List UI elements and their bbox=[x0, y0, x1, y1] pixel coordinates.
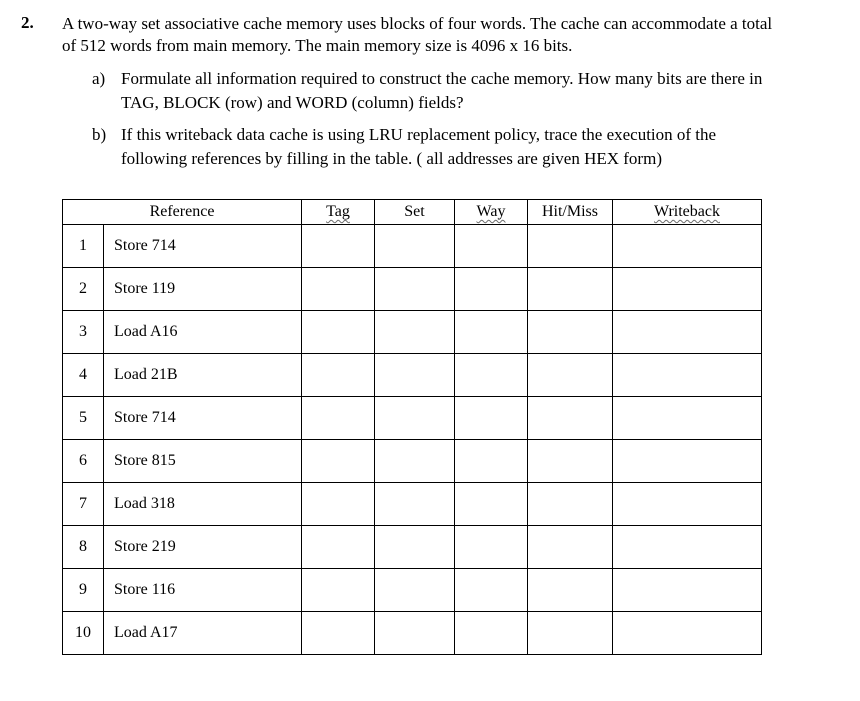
row-reference-text: Store 714 bbox=[114, 237, 176, 254]
header-writeback-label: Writeback bbox=[654, 203, 720, 220]
row-reference-text: Store 119 bbox=[114, 280, 176, 297]
row-reference bbox=[104, 397, 302, 440]
part-b-text bbox=[121, 123, 821, 171]
cell-way[interactable] bbox=[455, 612, 528, 655]
table-row bbox=[63, 526, 762, 569]
row-reference-text: Load 21B bbox=[114, 366, 178, 383]
row-reference bbox=[104, 612, 302, 655]
header-way bbox=[455, 200, 528, 225]
reference-trace-table bbox=[62, 199, 762, 655]
row-reference bbox=[104, 440, 302, 483]
cell-way[interactable] bbox=[455, 354, 528, 397]
table-row bbox=[63, 268, 762, 311]
cell-set[interactable] bbox=[375, 526, 455, 569]
row-reference-text: Store 714 bbox=[114, 409, 176, 426]
cell-hit-miss[interactable] bbox=[528, 483, 613, 526]
part-a bbox=[92, 67, 852, 117]
cell-hit-miss[interactable] bbox=[528, 526, 613, 569]
header-reference: Reference bbox=[63, 200, 302, 225]
row-index: 2 bbox=[63, 268, 104, 311]
cell-set[interactable] bbox=[375, 268, 455, 311]
row-reference bbox=[104, 225, 302, 268]
table-row bbox=[63, 397, 762, 440]
cell-hit-miss[interactable] bbox=[528, 225, 613, 268]
cell-tag[interactable] bbox=[302, 612, 375, 655]
row-index: 10 bbox=[63, 612, 104, 655]
cell-tag[interactable] bbox=[302, 483, 375, 526]
row-index: 8 bbox=[63, 526, 104, 569]
header-set: Set bbox=[375, 200, 455, 225]
cell-hit-miss[interactable] bbox=[528, 397, 613, 440]
cell-writeback[interactable] bbox=[613, 440, 762, 483]
row-index: 5 bbox=[63, 397, 104, 440]
table-header-row bbox=[63, 200, 762, 225]
cell-hit-miss[interactable] bbox=[528, 354, 613, 397]
cell-writeback[interactable] bbox=[613, 354, 762, 397]
row-index: 3 bbox=[63, 311, 104, 354]
row-reference bbox=[104, 354, 302, 397]
row-reference-text: Store 219 bbox=[114, 538, 176, 555]
header-writeback bbox=[613, 200, 762, 225]
header-tag-label: Tag bbox=[326, 203, 350, 220]
cell-hit-miss[interactable] bbox=[528, 311, 613, 354]
cell-way[interactable] bbox=[455, 526, 528, 569]
cell-set[interactable] bbox=[375, 225, 455, 268]
table-row bbox=[63, 225, 762, 268]
cell-way[interactable] bbox=[455, 397, 528, 440]
part-b-line-2: following references by filling in the table. ( all addresses are given HEX form) bbox=[121, 149, 662, 168]
cell-tag[interactable] bbox=[302, 569, 375, 612]
cell-way[interactable] bbox=[455, 483, 528, 526]
part-b bbox=[92, 123, 852, 173]
question-intro bbox=[62, 13, 852, 57]
cell-writeback[interactable] bbox=[613, 483, 762, 526]
cell-writeback[interactable] bbox=[613, 311, 762, 354]
cell-way[interactable] bbox=[455, 569, 528, 612]
cell-tag[interactable] bbox=[302, 440, 375, 483]
cell-hit-miss[interactable] bbox=[528, 612, 613, 655]
cell-set[interactable] bbox=[375, 311, 455, 354]
cell-tag[interactable] bbox=[302, 268, 375, 311]
cell-way[interactable] bbox=[455, 268, 528, 311]
row-reference bbox=[104, 268, 302, 311]
row-index: 9 bbox=[63, 569, 104, 612]
part-b-line-1: If this writeback data cache is using LRU replacement policy, trace the execution of the bbox=[121, 125, 717, 144]
question-number: 2. bbox=[21, 13, 34, 32]
table-row bbox=[63, 612, 762, 655]
row-reference bbox=[104, 526, 302, 569]
cell-way[interactable] bbox=[455, 440, 528, 483]
cell-tag[interactable] bbox=[302, 225, 375, 268]
table-row bbox=[63, 569, 762, 612]
cell-set[interactable] bbox=[375, 569, 455, 612]
row-reference bbox=[104, 311, 302, 354]
cell-writeback[interactable] bbox=[613, 225, 762, 268]
part-a-label: a) bbox=[92, 69, 106, 88]
header-tag bbox=[302, 200, 375, 225]
cell-tag[interactable] bbox=[302, 354, 375, 397]
header-way-label: Way bbox=[476, 203, 506, 220]
cell-set[interactable] bbox=[375, 397, 455, 440]
table-row bbox=[63, 483, 762, 526]
cell-hit-miss[interactable] bbox=[528, 569, 613, 612]
cell-set[interactable] bbox=[375, 354, 455, 397]
cell-writeback[interactable] bbox=[613, 268, 762, 311]
row-reference bbox=[104, 483, 302, 526]
cell-set[interactable] bbox=[375, 440, 455, 483]
cell-writeback[interactable] bbox=[613, 612, 762, 655]
cell-writeback[interactable] bbox=[613, 397, 762, 440]
row-index: 1 bbox=[63, 225, 104, 268]
cell-hit-miss[interactable] bbox=[528, 440, 613, 483]
row-reference-text: Load A17 bbox=[114, 624, 178, 641]
cell-set[interactable] bbox=[375, 612, 455, 655]
cell-writeback[interactable] bbox=[613, 526, 762, 569]
question-intro-line-1: A two-way set associative cache memory uses blocks of four words. The cache can accommodate a total bbox=[62, 14, 773, 33]
header-hit-miss: Hit/Miss bbox=[528, 200, 613, 225]
row-reference bbox=[104, 569, 302, 612]
row-reference-text: Store 815 bbox=[114, 452, 176, 469]
row-index: 6 bbox=[63, 440, 104, 483]
row-reference-text: Store 116 bbox=[114, 581, 176, 598]
table-row bbox=[63, 440, 762, 483]
cell-tag[interactable] bbox=[302, 397, 375, 440]
part-a-text bbox=[121, 67, 821, 115]
table-row bbox=[63, 354, 762, 397]
row-reference-text: Load A16 bbox=[114, 323, 178, 340]
row-reference-text: Load 318 bbox=[114, 495, 175, 512]
question-intro-line-2: of 512 words from main memory. The main memory size is 4096 x 16 bits. bbox=[62, 36, 573, 55]
table-row bbox=[63, 311, 762, 354]
cell-set[interactable] bbox=[375, 483, 455, 526]
row-index: 7 bbox=[63, 483, 104, 526]
cell-hit-miss[interactable] bbox=[528, 268, 613, 311]
cell-tag[interactable] bbox=[302, 311, 375, 354]
cell-way[interactable] bbox=[455, 225, 528, 268]
cell-writeback[interactable] bbox=[613, 569, 762, 612]
cell-way[interactable] bbox=[455, 311, 528, 354]
part-a-line-2: TAG, BLOCK (row) and WORD (column) fields? bbox=[121, 93, 464, 112]
row-index: 4 bbox=[63, 354, 104, 397]
part-a-line-1: Formulate all information required to construct the cache memory. How many bits are there in bbox=[121, 69, 763, 88]
cell-tag[interactable] bbox=[302, 526, 375, 569]
part-b-label: b) bbox=[92, 125, 107, 144]
